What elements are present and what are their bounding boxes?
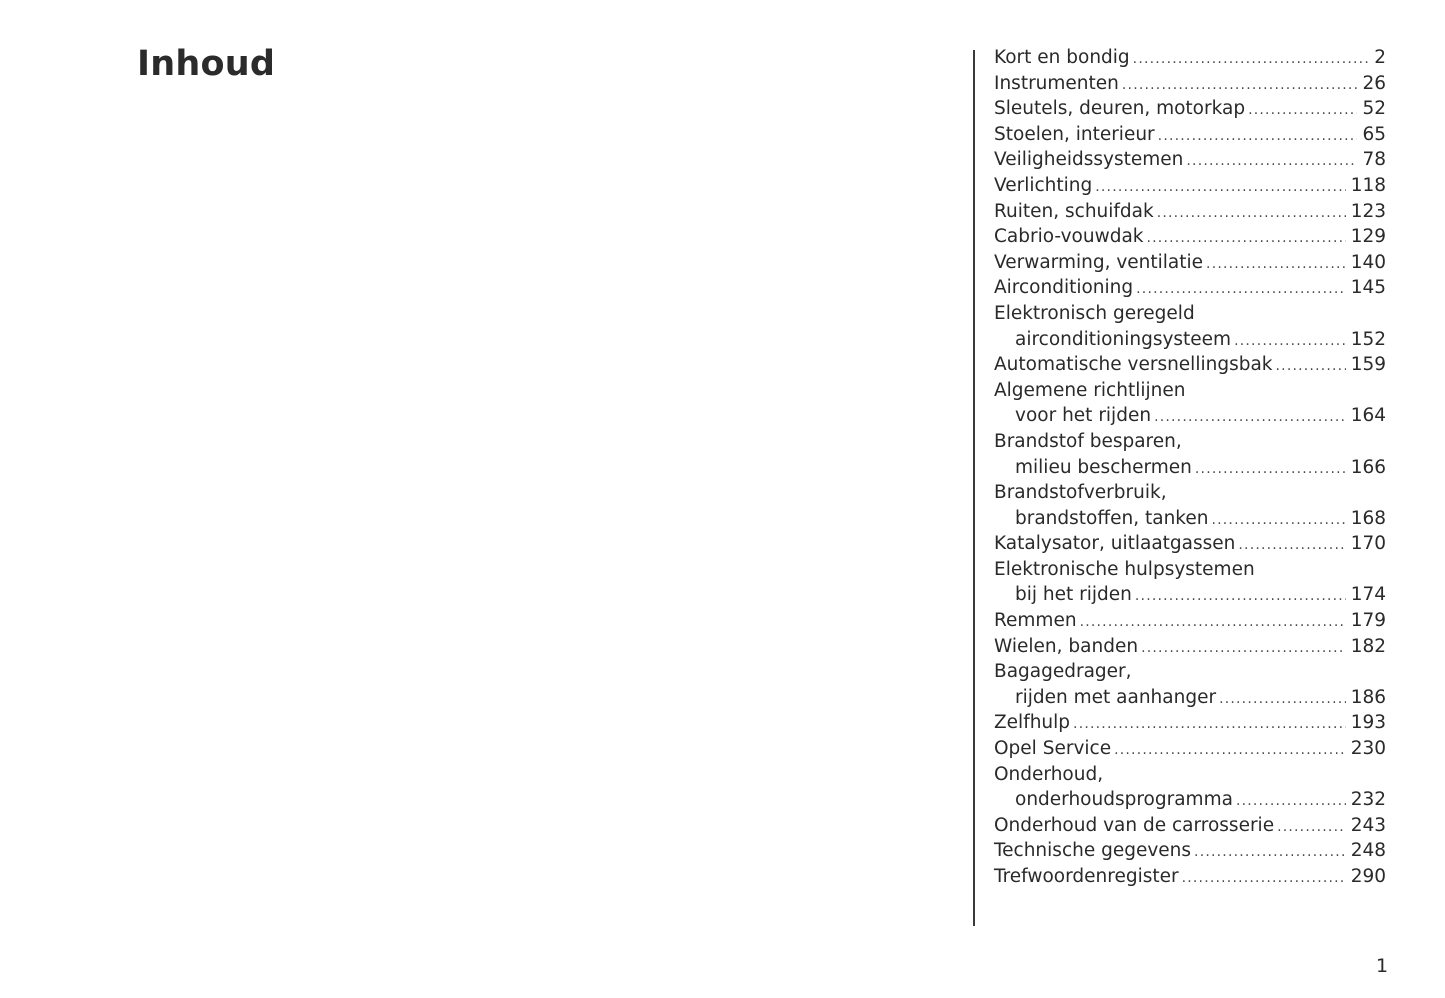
toc-entry-title: Brandstof besparen, <box>994 430 1182 452</box>
toc-dot-leader <box>1211 508 1345 534</box>
toc-page-number: 248 <box>1350 840 1386 862</box>
toc-dot-leader <box>1141 636 1346 662</box>
toc-entry-title: Brandstofverbruik, <box>994 482 1167 504</box>
toc-line <box>994 378 1386 404</box>
toc-line <box>994 813 1386 839</box>
toc-entry[interactable] <box>994 250 1386 276</box>
toc-entry-title: Airconditioning <box>994 277 1134 299</box>
toc-dot-leader <box>1277 815 1346 841</box>
toc-entry-title: Veiligheidssystemen <box>994 149 1184 171</box>
toc-entry[interactable] <box>994 557 1386 608</box>
toc-line <box>994 685 1386 711</box>
toc-line <box>994 429 1386 455</box>
toc-entry-title: Zelfhulp <box>994 712 1071 734</box>
toc-entry-title: Verlichting <box>994 174 1093 196</box>
toc-dot-leader <box>1095 175 1345 201</box>
toc-line <box>994 327 1386 353</box>
toc-line <box>994 352 1386 378</box>
toc-dot-leader <box>1236 789 1346 815</box>
table-of-contents <box>994 45 1386 890</box>
toc-line <box>994 71 1386 97</box>
toc-dot-leader <box>1135 584 1346 610</box>
toc-line <box>994 608 1386 634</box>
toc-entry-title: brandstoffen, tanken <box>1015 507 1209 529</box>
toc-page-number: 230 <box>1350 738 1386 760</box>
toc-dot-leader <box>1195 457 1346 483</box>
toc-page-number: 174 <box>1350 584 1386 606</box>
toc-line <box>994 710 1386 736</box>
toc-entry[interactable] <box>994 531 1386 557</box>
toc-page-number: 290 <box>1350 866 1386 887</box>
toc-entry[interactable] <box>994 838 1386 864</box>
toc-dot-leader <box>1133 47 1370 73</box>
toc-dot-leader <box>1248 98 1357 124</box>
toc-page-number: 52 <box>1362 98 1386 120</box>
toc-entry[interactable] <box>994 710 1386 736</box>
toc-entry-title: onderhoudsprogramma <box>1015 789 1233 811</box>
toc-entry-title: Wielen, banden <box>994 635 1139 657</box>
toc-dot-leader <box>1154 405 1346 431</box>
toc-line <box>994 403 1386 429</box>
toc-dot-leader <box>1219 687 1346 713</box>
toc-entry[interactable] <box>994 813 1386 839</box>
toc-entry-title: Stoelen, interieur <box>994 123 1155 145</box>
toc-entry-title: Sleutels, deuren, motorkap <box>994 98 1246 120</box>
toc-page-number: 159 <box>1350 354 1386 376</box>
toc-line <box>994 864 1386 890</box>
toc-page-number: 2 <box>1374 47 1386 68</box>
toc-dot-leader <box>1080 610 1346 636</box>
toc-line <box>994 557 1386 583</box>
toc-page-number: 78 <box>1362 149 1386 171</box>
toc-line <box>994 787 1386 813</box>
toc-line <box>994 582 1386 608</box>
toc-line <box>994 762 1386 788</box>
toc-entry[interactable] <box>994 224 1386 250</box>
toc-entry-title: Opel Service <box>994 738 1112 760</box>
toc-page-number: 26 <box>1362 72 1386 94</box>
page-number: 1 <box>1376 955 1389 977</box>
toc-dot-leader <box>1073 712 1346 738</box>
toc-page-number: 232 <box>1350 789 1386 811</box>
toc-line <box>994 224 1386 250</box>
toc-page-number: 145 <box>1350 277 1386 299</box>
toc-dot-leader <box>1206 252 1346 278</box>
toc-line <box>994 506 1386 532</box>
toc-entry-title: Katalysator, uitlaatgassen <box>994 533 1236 555</box>
toc-line <box>994 531 1386 557</box>
toc-entry-title: Kort en bondig <box>994 47 1130 68</box>
toc-line <box>994 301 1386 327</box>
toc-entry-title: Elektronische hulpsystemen <box>994 558 1255 580</box>
toc-line <box>994 455 1386 481</box>
toc-line <box>994 275 1386 301</box>
toc-page-number: 166 <box>1350 456 1386 478</box>
toc-page-number: 179 <box>1350 610 1386 632</box>
toc-line <box>994 480 1386 506</box>
toc-entry-title: Onderhoud van de carrosserie <box>994 814 1275 836</box>
toc-line <box>994 838 1386 864</box>
toc-entry[interactable] <box>994 634 1386 660</box>
toc-page-number: 152 <box>1350 328 1386 350</box>
toc-entry-title: Trefwoordenregister <box>994 866 1179 887</box>
toc-line <box>994 96 1386 122</box>
toc-entry[interactable] <box>994 275 1386 301</box>
toc-entry[interactable] <box>994 173 1386 199</box>
toc-entry[interactable] <box>994 608 1386 634</box>
toc-dot-leader <box>1238 533 1345 559</box>
toc-line <box>994 736 1386 762</box>
toc-entry[interactable] <box>994 147 1386 173</box>
column-divider <box>973 50 975 926</box>
toc-page-number: 243 <box>1350 814 1386 836</box>
toc-entry-title: Instrumenten <box>994 72 1119 94</box>
toc-page-number: 129 <box>1350 226 1386 248</box>
toc-page-number: 182 <box>1350 635 1386 657</box>
toc-entry-title: Remmen <box>994 610 1077 632</box>
toc-page-number: 186 <box>1350 686 1386 708</box>
toc-page-number: 168 <box>1350 507 1386 529</box>
toc-entry[interactable] <box>994 122 1386 148</box>
toc-entry-title: rijden met aanhanger <box>1015 686 1217 708</box>
toc-dot-leader <box>1158 124 1358 150</box>
toc-page-number: 140 <box>1350 251 1386 273</box>
toc-dot-leader <box>1182 866 1346 892</box>
toc-entry[interactable] <box>994 199 1386 225</box>
toc-entry[interactable] <box>994 736 1386 762</box>
toc-page-number: 118 <box>1350 174 1386 196</box>
toc-entry-title: Cabrio-vouwdak <box>994 226 1144 248</box>
toc-entry-title: bij het rijden <box>1015 584 1132 606</box>
toc-dot-leader <box>1136 277 1346 303</box>
toc-entry[interactable] <box>994 864 1386 890</box>
toc-dot-leader <box>1114 738 1346 764</box>
toc-page-number: 65 <box>1362 123 1386 145</box>
toc-entry-title: milieu beschermen <box>1015 456 1192 478</box>
toc-line <box>994 147 1386 173</box>
toc-entry[interactable] <box>994 659 1386 710</box>
toc-line <box>994 634 1386 660</box>
toc-entry[interactable] <box>994 96 1386 122</box>
toc-page-number: 164 <box>1350 405 1386 427</box>
toc-dot-leader <box>1234 329 1346 355</box>
toc-entry-title: Verwarming, ventilatie <box>994 251 1204 273</box>
toc-entry[interactable] <box>994 301 1386 352</box>
toc-dot-leader <box>1194 840 1346 866</box>
toc-entry[interactable] <box>994 45 1386 71</box>
toc-dot-leader <box>1157 201 1346 227</box>
toc-line <box>994 250 1386 276</box>
toc-entry[interactable] <box>994 352 1386 378</box>
toc-entry-title: Automatische versnellingsbak <box>994 354 1273 376</box>
toc-dot-leader <box>1147 226 1346 252</box>
toc-entry[interactable] <box>994 429 1386 480</box>
toc-entry-title: Ruiten, schuifdak <box>994 200 1154 222</box>
toc-page-number: 193 <box>1350 712 1386 734</box>
toc-entry-title: Bagagedrager, <box>994 661 1132 683</box>
toc-entry-title: airconditioningsysteem <box>1015 328 1232 350</box>
toc-page-number: 170 <box>1350 533 1386 555</box>
toc-line <box>994 659 1386 685</box>
toc-entry[interactable] <box>994 378 1386 429</box>
toc-dot-leader <box>1186 149 1357 175</box>
toc-entry-title: Technische gegevens <box>994 840 1192 862</box>
page-title: Inhoud <box>137 44 276 84</box>
toc-entry[interactable] <box>994 762 1386 813</box>
toc-entry-title: Elektronisch geregeld <box>994 302 1195 324</box>
toc-entry-title: Algemene richtlijnen <box>994 379 1186 401</box>
toc-dot-leader <box>1122 73 1358 99</box>
toc-entry-title: voor het rijden <box>1015 405 1152 427</box>
toc-line <box>994 122 1386 148</box>
toc-dot-leader <box>1276 354 1346 380</box>
toc-line <box>994 199 1386 225</box>
toc-entry-title: Onderhoud, <box>994 763 1104 785</box>
toc-entry[interactable] <box>994 71 1386 97</box>
toc-entry[interactable] <box>994 480 1386 531</box>
toc-line <box>994 45 1386 71</box>
toc-line <box>994 173 1386 199</box>
toc-page-number: 123 <box>1350 200 1386 222</box>
